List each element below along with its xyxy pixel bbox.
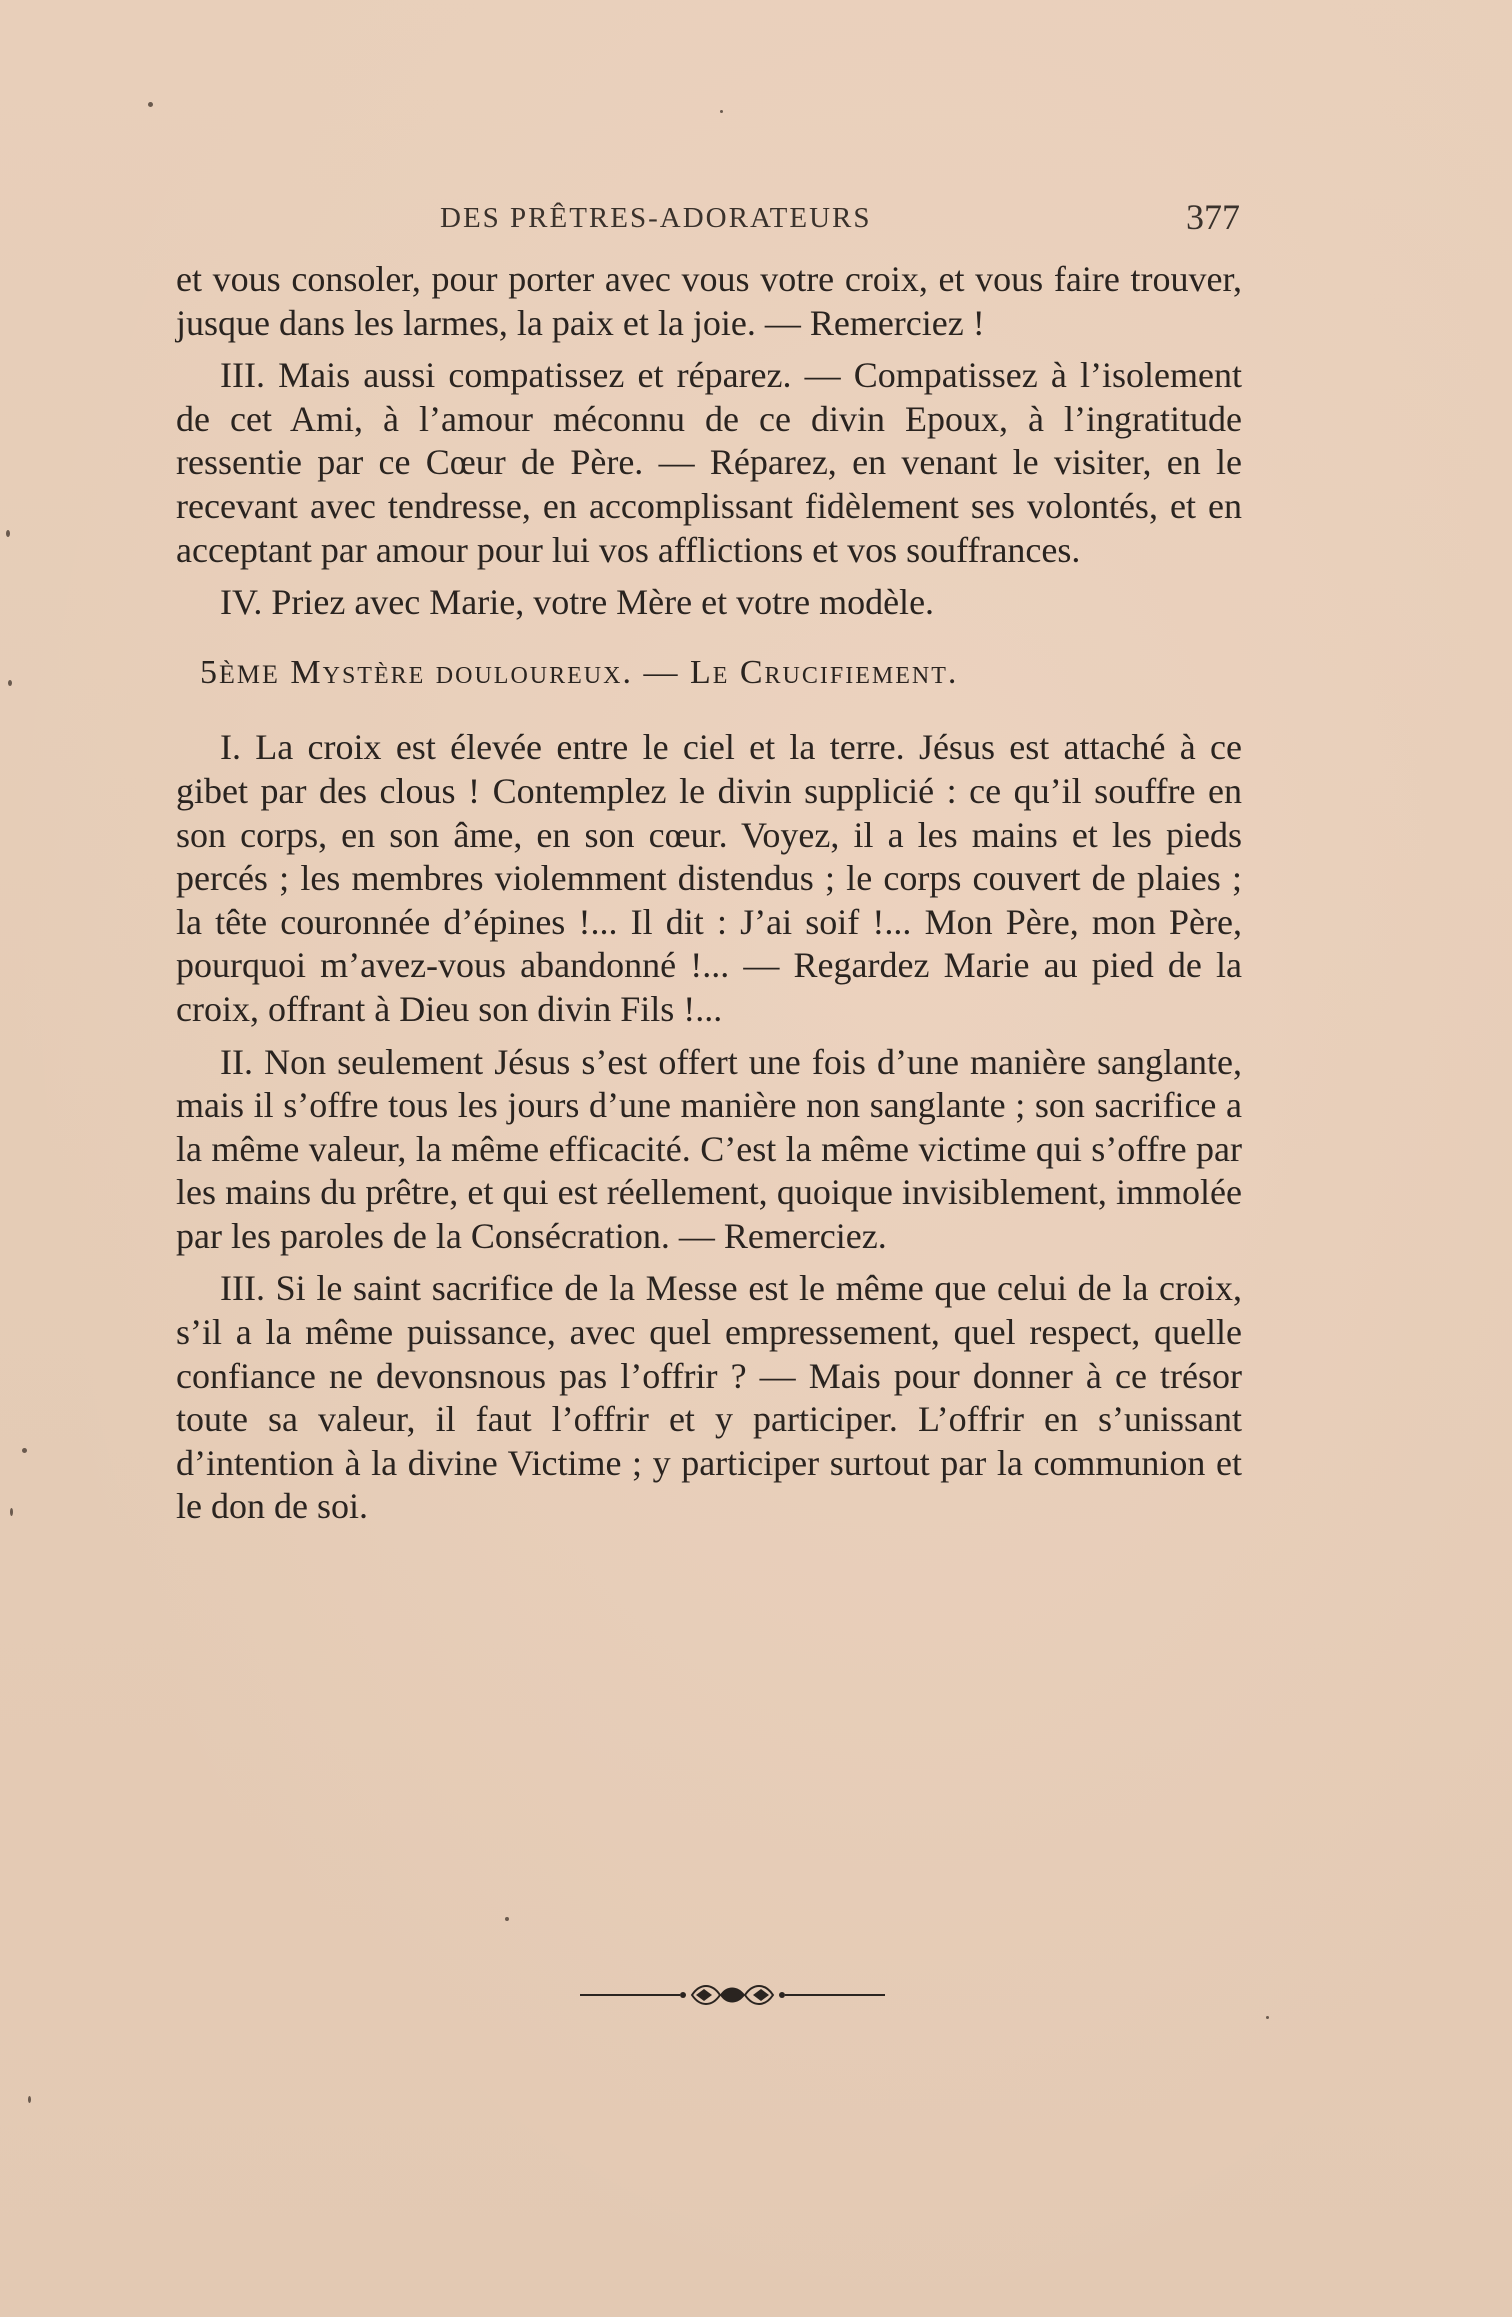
paper-speck: [10, 1508, 13, 1516]
body-text: [176, 258, 1242, 1538]
paper-speck: [6, 530, 10, 537]
running-head: DES PRÊTRES-ADORATEURS: [440, 202, 872, 234]
page-number: 377: [1186, 197, 1240, 237]
paper-speck: [8, 680, 12, 686]
paragraph: III. Si le saint sacrifice de la Messe est le même que celui de la croix, s’il a la même puissance, avec quel empressement, quel respect, quelle confiance ne devonsnous pas l’offrir ? — Mais pour donner à ce trésor toute sa valeur, il faut l’offrir et y participer. L’offrir en s’unissant d’intention à la divine Victime ; y participer surtout par la communion et le don de soi.: [176, 1268, 1242, 1527]
paragraph: III. Mais aussi compatissez et réparez. — Compatissez à l’isolement de cet Ami, à l’amour méconnu de ce divin Epoux, à l’ingratitude ressentie par ce Cœur de Père. — Réparez, en venant le visiter, en le recevant avec tendresse, en accomplissant fidèlement ses volontés, et en acceptant par amour pour lui vos afflictions et vos souffrances.: [176, 355, 1242, 570]
paragraph: I. La croix est élevée entre le ciel et la terre. Jésus est attaché à ce gibet par des clous ! Contemplez le divin supplicié : ce qu’il souffre en son corps, en son âme, en son cœur. Voyez, il a les mains et les pieds percés ; les membres violemment distendus ; le corps couvert de plaies ; la tête couronnée d’épines !... Il dit : J’ai soif !... Mon Père, mon Père, pourquoi m’avez-vous abandonné !... — Regardez Marie au pied de la croix, offrant à Dieu son divin Fils !...: [176, 727, 1242, 1029]
paper-speck: [720, 110, 723, 113]
paper-speck: [28, 2096, 31, 2103]
paper-speck: [148, 102, 153, 107]
paper-speck: [505, 1917, 509, 1921]
section-ordinal-number: 5: [200, 653, 219, 691]
paragraph: II. Non seulement Jésus s’est offert une fois d’une manière sanglante, mais il s’offre tous les jours d’une manière non sanglante ; son sacrifice a la même valeur, la même efficacité. C’est la même victime qui s’offre par les mains du prêtre, et qui est réellement, quoique invisiblement, immolée par les paroles de la Consécration. — Remerciez.: [176, 1041, 1242, 1256]
paragraph: IV. Priez avec Marie, votre Mère et votre modèle.: [220, 582, 935, 623]
section-title-text: Mystère douloureux. — Le Crucifiement.: [279, 653, 959, 691]
page-header: [440, 196, 1240, 246]
paragraph: et vous consoler, pour porter avec vous votre croix, et vous faire trouver, jusque dans les larmes, la paix et la joie. — Remerciez !: [176, 259, 1242, 343]
paper-speck: [22, 1448, 27, 1453]
section-title: [176, 651, 1242, 697]
paper-speck: [1266, 2016, 1269, 2019]
ornamental-tailpiece-icon: [580, 1975, 885, 2015]
section-ordinal-suffix: ÈME: [219, 659, 280, 689]
